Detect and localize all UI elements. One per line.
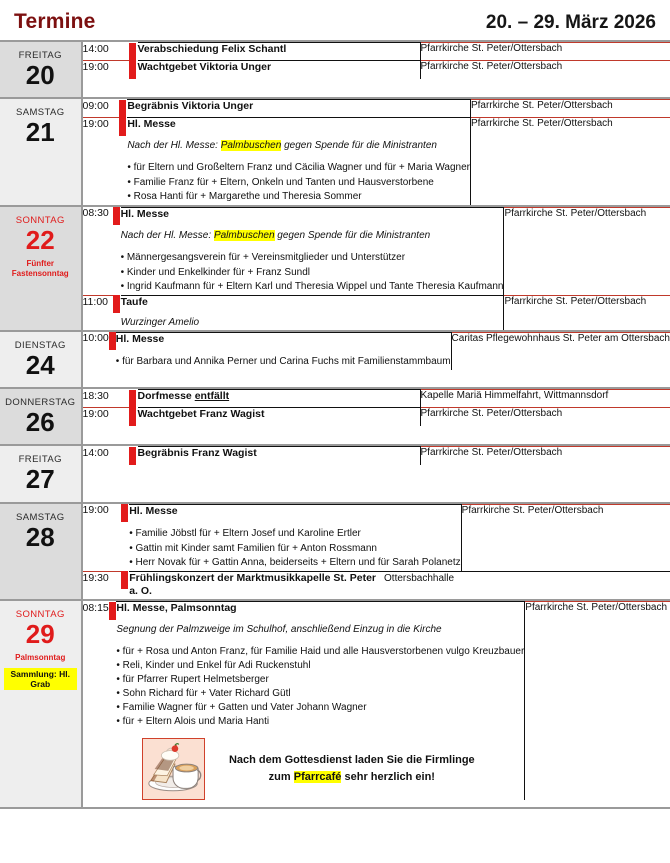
day-weekday: SONNTAG [15,609,65,621]
day-row [0,445,670,502]
event-accent-bar [121,571,129,599]
event-subtitle: Segnung der Palmzweige im Schulhof, anschließend Einzug in die Kirche [116,623,442,635]
day-weekday: SONNTAG [15,214,65,226]
event-subtitle: Nach der Hl. Messe: Palmbuschen gegen Spende für die Ministranten [120,229,431,241]
day-events [82,445,670,502]
day-events [82,98,670,206]
event-accent-bar [109,332,116,370]
event-subtitle-highlight: Palmbuschen [213,229,275,241]
event-title: Hl. Messe [129,504,178,517]
intention-item: • Familie Franz für + Eltern, Onkeln und Tanten und Hausverstorbene [127,176,470,191]
day-weekday: SAMSTAG [15,107,65,119]
page-title: Termine [14,10,96,33]
event-accent-bar [129,43,138,61]
day-row [0,98,670,206]
day-cell [0,41,82,98]
day-cell [0,388,82,445]
event-title: Verabschiedung Felix Schantl [137,43,287,55]
page-header [0,0,670,40]
event-row [83,571,670,599]
day-number: 24 [25,349,55,380]
day-row [0,388,670,445]
event-title: Hl. Messe [120,207,170,220]
event-location: Pfarrkirche St. Peter/Ottersbach [420,43,670,61]
intention-item: • Reli, Kinder und Enkel für Adi Ruckenstuhl [116,659,524,673]
event-main [138,408,421,426]
event-main [127,100,470,118]
event-time: 11:00 [83,295,114,330]
event-title: Frühlingskonzert der Marktmusikkapelle St. Peter Ottersbachhalle [129,571,455,584]
day-row [0,206,670,331]
event-row [83,61,670,79]
event-main [127,118,470,205]
event-time: 14:00 [82,42,109,55]
event-row [83,390,670,408]
intention-item: • Familie Wagner für + Gatten und Vater Johann Wagner [116,701,524,715]
day-number: 26 [25,407,55,438]
event-row [83,408,670,426]
intention-item: • Familie Jöbstl für + Eltern Josef und Karoline Ertler [129,527,460,542]
table-bottom-rule [0,800,670,808]
day-events [82,331,670,388]
event-title: Hl. Messe [127,118,176,131]
day-weekday: SAMSTAG [15,511,65,523]
event-row [83,602,670,801]
coffee-cake-icon [142,738,205,800]
event-main [116,602,524,801]
event-time: 08:15 [82,601,109,614]
event-location: Pfarrkirche St. Peter/Ottersbach [504,295,670,330]
event-main [116,332,451,370]
day-weekday: DONNERSTAG [5,397,76,409]
day-cell [0,331,82,388]
intention-item: • Rosa Hanti für + Margarethe und Theresia Sommer [127,190,470,205]
event-accent-bar [109,602,116,801]
event-accent-bar [129,408,138,426]
day-events [82,388,670,445]
event-title: Hl. Messe [115,332,165,345]
event-location: Pfarrkirche St. Peter/Ottersbach [420,61,670,79]
event-subtitle-highlight: Palmbuschen [220,139,282,151]
intention-item: • Ingrid Kaufmann für + Eltern Karl und Theresia Wippel und Tante Theresia Kaufmann [121,280,504,295]
event-accent-bar [113,295,120,330]
event-row [83,100,670,118]
intention-item: • für Pfarrer Rupert Helmetsberger [116,673,524,687]
promo-line-2: zum Pfarrcafé sehr herzlich ein! [268,771,435,784]
day-cell [0,206,82,331]
day-number: 22 [25,224,55,255]
day-cell [0,445,82,502]
event-location: Pfarrkirche St. Peter/Ottersbach [504,207,670,295]
day-events [82,206,670,331]
event-accent-bar [119,118,127,205]
promo-line-1: Nach dem Gottesdienst laden Sie die Firmlinge [228,754,475,767]
event-accent-bar [129,390,138,408]
intention-item: • Sohn Richard für + Vater Richard Gütl [116,687,524,701]
event-row [83,332,670,370]
intention-item: • für Barbara und Annika Perner und Carina Fuchs mit Familienstammbaum [116,355,451,370]
day-number: 27 [25,464,55,495]
promo-block [142,738,524,800]
promo-text [205,738,524,800]
event-location: Pfarrkirche St. Peter/Ottersbach [470,118,670,205]
event-row [83,207,670,295]
event-title: Wachtgebet Viktoria Unger [137,61,272,73]
event-location: Caritas Pflegewohnhaus St. Peter am Ottersbach [451,332,670,370]
event-title: Taufe [120,295,148,308]
event-main [138,43,421,61]
event-subtitle: Nach der Hl. Messe: Palmbuschen gegen Spende für die Ministranten [127,139,437,151]
day-events [82,600,670,800]
day-events [82,503,670,600]
event-time: 10:00 [82,332,109,345]
event-row [83,504,670,571]
schedule-table [0,40,670,809]
event-row [83,295,670,330]
day-cell [0,600,82,800]
day-note: Palmsonntag [15,653,66,663]
day-note-highlight: Sammlung: Hl. Grab [4,668,77,690]
event-location: Pfarrkirche St. Peter/Ottersbach [470,100,670,118]
day-number: 21 [25,117,55,148]
event-main [121,207,504,295]
event-location: Pfarrkirche St. Peter/Ottersbach [420,408,670,426]
event-title: Dorfmesse entfällt [137,390,230,403]
day-cell [0,503,82,600]
day-cell [0,98,82,206]
intention-item: • Kinder und Enkelkinder für + Franz Sundl [121,266,504,281]
event-accent-bar [119,100,127,118]
event-accent-bar [121,504,129,571]
event-time: 18:30 [82,389,109,402]
day-row [0,503,670,600]
day-weekday: FREITAG [18,454,62,466]
event-location: Ottersbachhalle [384,572,455,584]
event-time: 19:00 [83,118,120,205]
event-row [83,43,670,61]
event-time: 08:30 [82,207,109,220]
event-row [83,118,670,205]
intention-item: • Gattin mit Kinder samt Familien für + Anton Rossmann [129,542,460,557]
event-location: Pfarrkirche St. Peter/Ottersbach [525,602,670,801]
event-location: Kapelle Mariä Himmelfahrt, Wittmannsdorf [420,390,670,408]
event-title: Wachtgebet Franz Wagist [137,408,265,421]
event-time: 14:00 [82,446,109,459]
event-title: Hl. Messe, Palmsonntag [116,602,237,615]
intention-item: • Herr Novak für + Gattin Anna, beiderseits + Eltern und für Sarah Polanetz [129,556,460,571]
event-main [129,504,461,571]
day-events [82,41,670,98]
intention-item: • für + Rosa und Anton Franz, für Familie Haid und alle Hausverstorbenen vulgo Kreuzbauer [116,645,524,659]
promo-highlight: Pfarrcafé [293,771,342,784]
event-main [138,61,421,79]
date-range: 20. – 29. März 2026 [485,12,656,33]
day-row [0,600,670,800]
event-main [121,295,504,330]
event-intentions [129,527,460,571]
event-time: 09:00 [82,99,109,112]
day-weekday: DIENSTAG [14,339,66,351]
event-main [138,390,421,408]
intention-item: • für + Eltern Alois und Maria Hanti [116,715,524,729]
event-location: Pfarrkirche St. Peter/Ottersbach [420,447,670,465]
event-accent-bar [129,447,138,465]
event-intentions [116,355,451,370]
event-intentions [127,161,470,205]
event-title-emphasis: entfällt [194,390,230,403]
day-row [0,331,670,388]
day-number: 28 [25,521,55,552]
day-weekday: FREITAG [18,50,62,61]
intention-item: • für Eltern und Großeltern Franz und Cäcilia Wagner und für + Maria Wagner [127,161,470,176]
event-title-line2: a. O. [129,585,152,598]
event-main [138,447,421,465]
event-title: Begräbnis Franz Wagist [137,447,257,460]
event-subtitle: Wurzinger Amelio [120,317,200,329]
event-time: 19:00 [82,504,109,517]
day-number: 29 [25,619,55,650]
event-location: Pfarrkirche St. Peter/Ottersbach [461,504,670,571]
intention-item: • Männergesangsverein für + Vereinsmitglieder und Unterstützer [121,251,504,266]
day-note: Fünfter Fastensonntag [11,259,69,279]
event-intentions [121,251,504,295]
event-row [83,447,670,465]
event-time: 19:30 [83,571,121,599]
event-accent-bar [129,61,138,79]
event-time: 19:00 [83,61,129,79]
event-title: Begräbnis Viktoria Unger [127,100,254,113]
event-accent-bar [113,207,120,295]
day-number: 20 [25,60,55,90]
event-main [129,571,670,599]
event-intentions [116,645,524,729]
event-time: 19:00 [83,408,129,426]
day-row [0,41,670,98]
